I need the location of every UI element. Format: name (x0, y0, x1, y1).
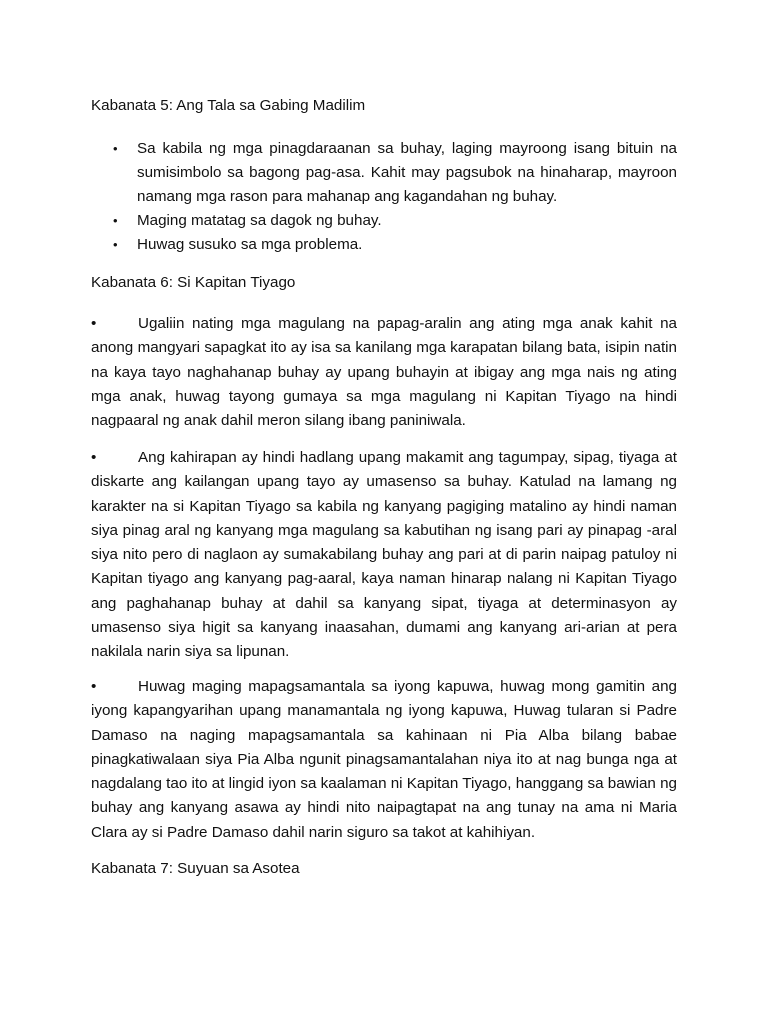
kabanata-5-list (91, 137, 677, 257)
bullet-icon: • (113, 213, 118, 228)
list-item-text: Sa kabila ng mga pinagdaraanan sa buhay, laging mayroong isang bituin na sumisimbolo sa bagong pag-asa. Kahit may pagsubok na hinaharap, mayroon namang mga rason para mahanap ang kagandahan ng buhay. (137, 140, 677, 205)
bullet-icon: • (91, 315, 97, 332)
heading-kabanata-5: Kabanata 5: Ang Tala sa Gabing Madilim (91, 97, 366, 114)
list-item (91, 233, 677, 257)
paragraph (91, 312, 677, 433)
paragraph (91, 446, 677, 665)
bullet-icon: • (91, 449, 97, 466)
bullet-icon: • (113, 141, 118, 156)
list-item (91, 209, 677, 233)
bullet-icon: • (91, 678, 97, 695)
paragraph-text: Ugaliin nating mga magulang na papag-aralin ang ating mga anak kahit na anong mangyari sapagkat ito ay isa sa kanilang mga karapatan bilang bata, isipin natin na kaya tayo naghahanap buhay ay upang buhayin at ibigay ang mga nais ng ating mga anak, huwag tayong gumaya sa mga magulang ni Kapitan Tiyago na hindi nagpaaral ng anak dahil meron silang ibang paniniwala. (91, 315, 677, 430)
bullet-icon: • (113, 237, 118, 252)
heading-kabanata-7: Kabanata 7: Suyuan sa Asotea (91, 860, 300, 877)
list-item-text: Maging matatag sa dagok ng buhay. (137, 212, 382, 229)
heading-kabanata-6: Kabanata 6: Si Kapitan Tiyago (91, 274, 296, 291)
paragraph (91, 675, 677, 845)
list-item-text: Huwag susuko sa mga problema. (137, 236, 363, 253)
paragraph-text: Huwag maging mapagsamantala sa iyong kapuwa, huwag mong gamitin ang iyong kapangyarihan upang manamantala ng iyong kapuwa, Huwag tularan si Padre Damaso na naging mapagsamantala sa kahinaan ni Pia Alba bilang babae pinagkatiwalaan siya Pia Alba ngunit pinagsamantalahan niya ito at nag bunga nga at nagdalang tao ito at lingid iyon sa kaalaman ni Kapitan Tiyago, hanggang sa bawian ng buhay ang kanyang asawa ay hindi nito naipagtapat na ang tunay na ama ni Maria Clara ay si Padre Damaso dahil narin siguro sa takot at kahihiyan. (91, 678, 677, 841)
list-item (91, 137, 677, 209)
paragraph-text: Ang kahirapan ay hindi hadlang upang makamit ang tagumpay, sipag, tiyaga at diskarte ang kailangan upang tayo ay umasenso sa buhay. Katulad na lamang ng karakter na si Kapitan Tiyago sa kabila ng kanyang pagiging matalino ay hindi naman siya pinag aral ng kanyang mga magulang sa kabutihan ng isang pari ay pinapag -aral siya nito pero di naglaon ay sumakabilang buhay ang pari at di parin naipag patuloy ni Kapitan tiyago ang kanyang pag-aaral, kaya naman hinarap nalang ni Kapitan Tiyago ang paghahanap buhay at dahil sa kanyang sipat, tiyaga at determinasyon ay umasenso siya higit sa kanyang inaasahan, dumami ang kanyang ari-arian at pera nakilala narin siya sa lipunan. (91, 449, 677, 661)
